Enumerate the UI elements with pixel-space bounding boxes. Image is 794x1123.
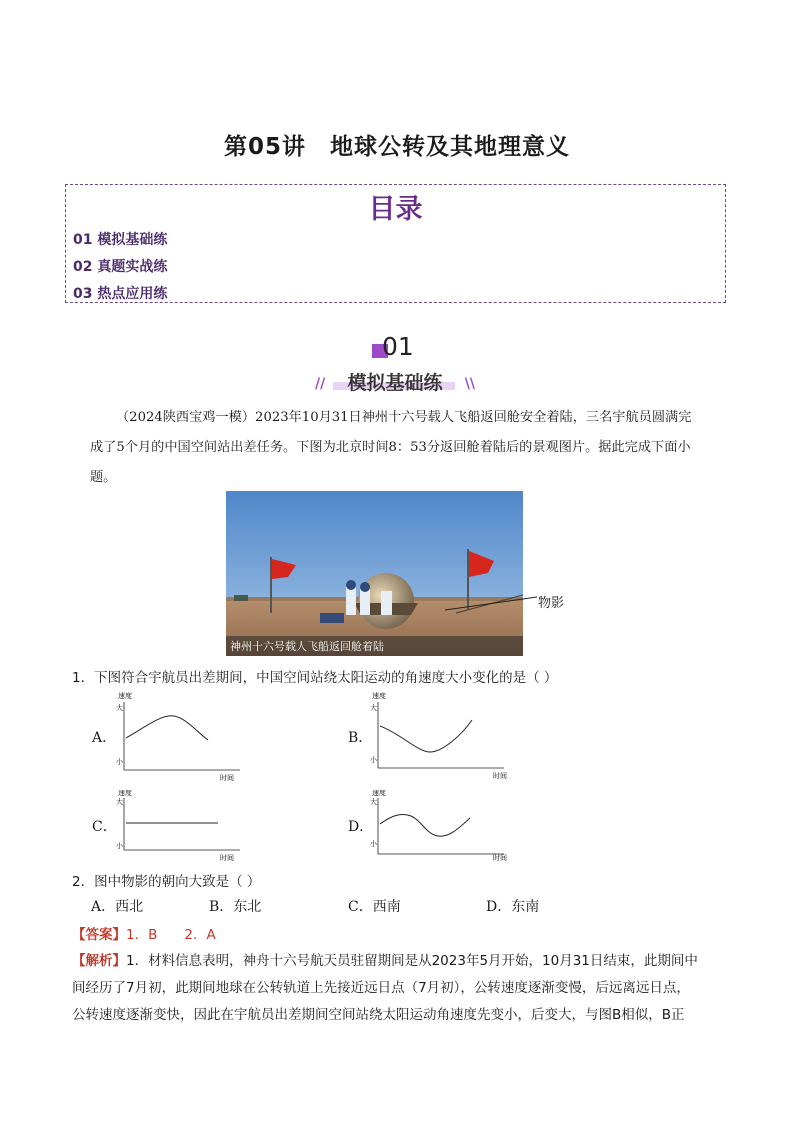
- section-number: [372, 332, 424, 362]
- option-c-label[interactable]: C．: [92, 819, 117, 835]
- graph-a[interactable]: [112, 690, 247, 782]
- question-1: 1．下图符合宇航员出差期间，中国空间站绕太阳运动的角速度大小变化的是（ ）: [72, 670, 558, 686]
- q2-option-d[interactable]: D．东南: [486, 899, 540, 915]
- toc-item[interactable]: 01 模拟基础练: [73, 232, 168, 248]
- intro-paragraph-cont: [90, 433, 722, 493]
- svg-text:小: 小: [370, 840, 377, 848]
- svg-text:速度: 速度: [118, 790, 132, 797]
- curve-d: [380, 814, 470, 836]
- svg-text:速度: 速度: [118, 692, 132, 700]
- q2-option-c[interactable]: C．西南: [348, 899, 401, 915]
- explain-line: 间经历了7月初，此期间地球在公转轨道上先接近远日点（7月初），公转速度逐渐变慢，后远离远日点，: [72, 980, 690, 996]
- explain-line: 公转速度逐渐变快，因此在宇航员出差期间空间站绕太阳运动角速度先变小，后变大，与图B相似，B正: [72, 1007, 685, 1023]
- svg-text:小: 小: [116, 842, 123, 850]
- curve-a: [126, 716, 208, 740]
- q2-option-a[interactable]: A．西北: [91, 899, 144, 915]
- graph-d[interactable]: [366, 790, 511, 862]
- decor-slash-left: //: [315, 376, 326, 392]
- svg-text:小: 小: [370, 756, 377, 764]
- landing-photo: [226, 491, 523, 656]
- shadow-pointer-line: [445, 597, 537, 610]
- svg-text:时间: 时间: [493, 854, 507, 862]
- decor-slash-right: \\: [464, 376, 475, 392]
- intro-line: （2024陕西宝鸡一模）2023年10月31日神州十六号载人飞船返回舱安全着陆，三名宇航员圆满完: [116, 410, 692, 425]
- svg-text:大: 大: [370, 704, 377, 712]
- svg-text:速度: 速度: [372, 692, 386, 700]
- explain-tag: 【解析】: [72, 953, 126, 969]
- svg-text:速度: 速度: [372, 790, 386, 797]
- curve-b: [380, 720, 472, 752]
- intro-line: 成了5个月的中国空间站出差任务。下图为北京时间8：53分返回舱着陆后的景观图片。据此完成下面小: [90, 440, 691, 455]
- section-name: 模拟基础练: [347, 372, 443, 394]
- intro-line: 题。: [90, 470, 117, 485]
- section-number-text: 01: [382, 332, 414, 361]
- svg-text:小: 小: [116, 758, 123, 766]
- option-d-label[interactable]: D．: [348, 819, 374, 835]
- toc-heading: 目录: [368, 194, 423, 225]
- svg-text:大: 大: [116, 704, 123, 712]
- section-heading: [315, 366, 475, 394]
- answer-tag: 【答案】: [72, 927, 126, 943]
- graph-c[interactable]: [112, 790, 247, 862]
- svg-text:大: 大: [370, 798, 377, 806]
- svg-text:时间: 时间: [493, 772, 507, 780]
- shadow-label: 物影: [538, 596, 565, 611]
- option-b-label[interactable]: B．: [348, 730, 373, 746]
- explanation: [72, 948, 724, 1029]
- svg-text:时间: 时间: [220, 854, 234, 862]
- explain-line: 1．材料信息表明，神舟十六号航天员驻留期间是从2023年5月开始，10月31日结束，此期间中: [126, 953, 698, 969]
- svg-text:时间: 时间: [220, 774, 234, 782]
- option-a-label[interactable]: A．: [92, 730, 117, 746]
- graph-b[interactable]: [366, 690, 511, 782]
- svg-text:大: 大: [116, 798, 123, 806]
- page-title: 第05讲 地球公转及其地理意义: [223, 134, 570, 160]
- toc-item[interactable]: 03 热点应用练: [73, 286, 168, 302]
- table-of-contents: [65, 184, 726, 303]
- photo-caption: 神州十六号载人飞船返回舱着陆: [230, 640, 384, 653]
- q2-option-b[interactable]: B．东北: [209, 899, 262, 915]
- answer-text: 1．B 2．A: [126, 927, 216, 943]
- answer-line: [72, 923, 216, 943]
- toc-item[interactable]: 02 真题实战练: [73, 259, 168, 275]
- question-2: 2．图中物影的朝向大致是（ ）: [72, 874, 261, 890]
- intro-paragraph: [90, 403, 722, 433]
